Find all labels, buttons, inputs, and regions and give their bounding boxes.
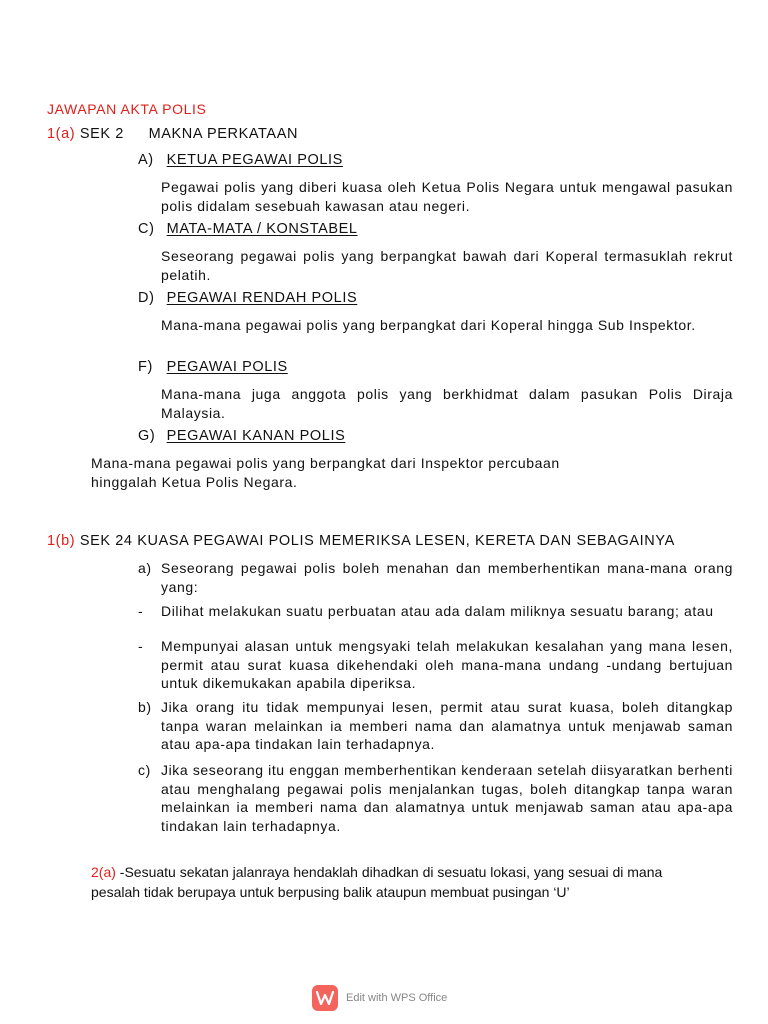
dash-marker: - — [138, 638, 144, 654]
term-text: KETUA PEGAWAI POLIS — [166, 152, 343, 168]
section-number: SEK 2 — [79, 126, 124, 142]
item-label: b) — [138, 699, 152, 715]
definition-term — [138, 221, 358, 237]
definition-term — [138, 359, 288, 375]
item-label: F) — [138, 359, 153, 375]
definition-term — [138, 290, 357, 306]
section-title: MAKNA PERKATAAN — [148, 126, 299, 142]
item-label: A) — [138, 152, 154, 168]
list-item — [138, 761, 733, 835]
item-text: Jika seseorang itu enggan memberhentikan kenderaan setelah diisyaratkan berhenti atau menghalang pegawai polis menjalankan tugas, boleh ditangkap tanpa waran melainkan ia memberi nama dan alamatnya untuk menjawab saman atau apa-apa tindakan lain terhadapnya. — [161, 762, 733, 834]
term-text: MATA-MATA / KONSTABEL — [166, 221, 358, 237]
definition-text — [91, 454, 651, 491]
definition-text: Mana-mana juga anggota polis yang berkhidmat dalam pasukan Polis Diraja Malaysia. — [161, 386, 733, 421]
list-item — [138, 637, 733, 693]
definition-term — [138, 428, 345, 444]
list-item — [138, 602, 733, 621]
item-text: Jika orang itu tidak mempunyai lesen, permit atau surat kuasa, boleh ditangkap tanpa waran melainkan ia memberi nama dan alamatnya untuk menjawab saman atau apa-apa tindakan lain terhadapnya. — [161, 699, 733, 752]
wps-footer[interactable] — [312, 985, 447, 1011]
question-number: 1(b) — [47, 533, 76, 549]
document-title: JAWAPAN AKTA POLIS — [47, 101, 207, 117]
footer-text: Edit with WPS Office — [346, 992, 448, 1004]
item-text: Dilihat melakukan suatu perbuatan atau ada dalam miliknya sesuatu barang; atau — [161, 603, 714, 619]
wps-office-logo-icon — [312, 985, 338, 1011]
item-label: C) — [138, 221, 155, 237]
definition-text: Pegawai polis yang diberi kuasa oleh Ketua Polis Negara untuk mengawal pasukan polis didalam sesebuah kawasan atau negeri. — [161, 179, 733, 214]
definition-text: Mana-mana pegawai polis yang berpangkat dari Koperal hingga Sub Inspektor. — [161, 317, 696, 333]
definition-line: Mana-mana pegawai polis yang berpangkat dari Inspektor percubaan — [91, 455, 560, 471]
definition-line: hinggalah Ketua Polis Negara. — [91, 473, 298, 490]
list-item — [138, 698, 733, 754]
item-label: c) — [138, 762, 151, 778]
question-number: 2(a) — [91, 864, 116, 880]
item-label: G) — [138, 428, 156, 444]
item-text: Mempunyai alasan untuk mengsyaki telah melakukan kesalahan yang mana lesen, permit atau surat kuasa dikehendaki oleh mana-mana undang -undang bertujuan untuk dikemukakan apabila diperiksa. — [161, 638, 733, 691]
definition-text: Seseorang pegawai polis yang berpangkat bawah dari Koperal termasuklah rekrut pelatih. — [161, 248, 733, 283]
list-item — [138, 559, 733, 596]
question-2a — [91, 863, 691, 902]
item-label: D) — [138, 290, 155, 306]
term-text: PEGAWAI KANAN POLIS — [166, 428, 346, 444]
question-1a-heading — [47, 126, 298, 142]
term-text: PEGAWAI RENDAH POLIS — [166, 290, 358, 306]
dash-marker: - — [138, 603, 144, 619]
question-number: 1(a) — [47, 126, 76, 142]
question-1b-heading — [47, 533, 675, 549]
answer-text: -Sesuatu sekatan jalanraya hendaklah dihadkan di sesuatu lokasi, yang sesuai di mana pesalah tidak berupaya untuk berpusing balik ataupun membuat pusingan ‘U’ — [91, 864, 663, 900]
definition-term — [138, 152, 343, 168]
term-text: PEGAWAI POLIS — [166, 359, 288, 375]
section-title: SEK 24 KUASA PEGAWAI POLIS MEMERIKSA LESEN, KERETA DAN SEBAGAINYA — [79, 533, 675, 549]
item-label: a) — [138, 560, 152, 576]
item-text: Seseorang pegawai polis boleh menahan dan memberhentikan mana-mana orang yang: — [161, 560, 733, 595]
